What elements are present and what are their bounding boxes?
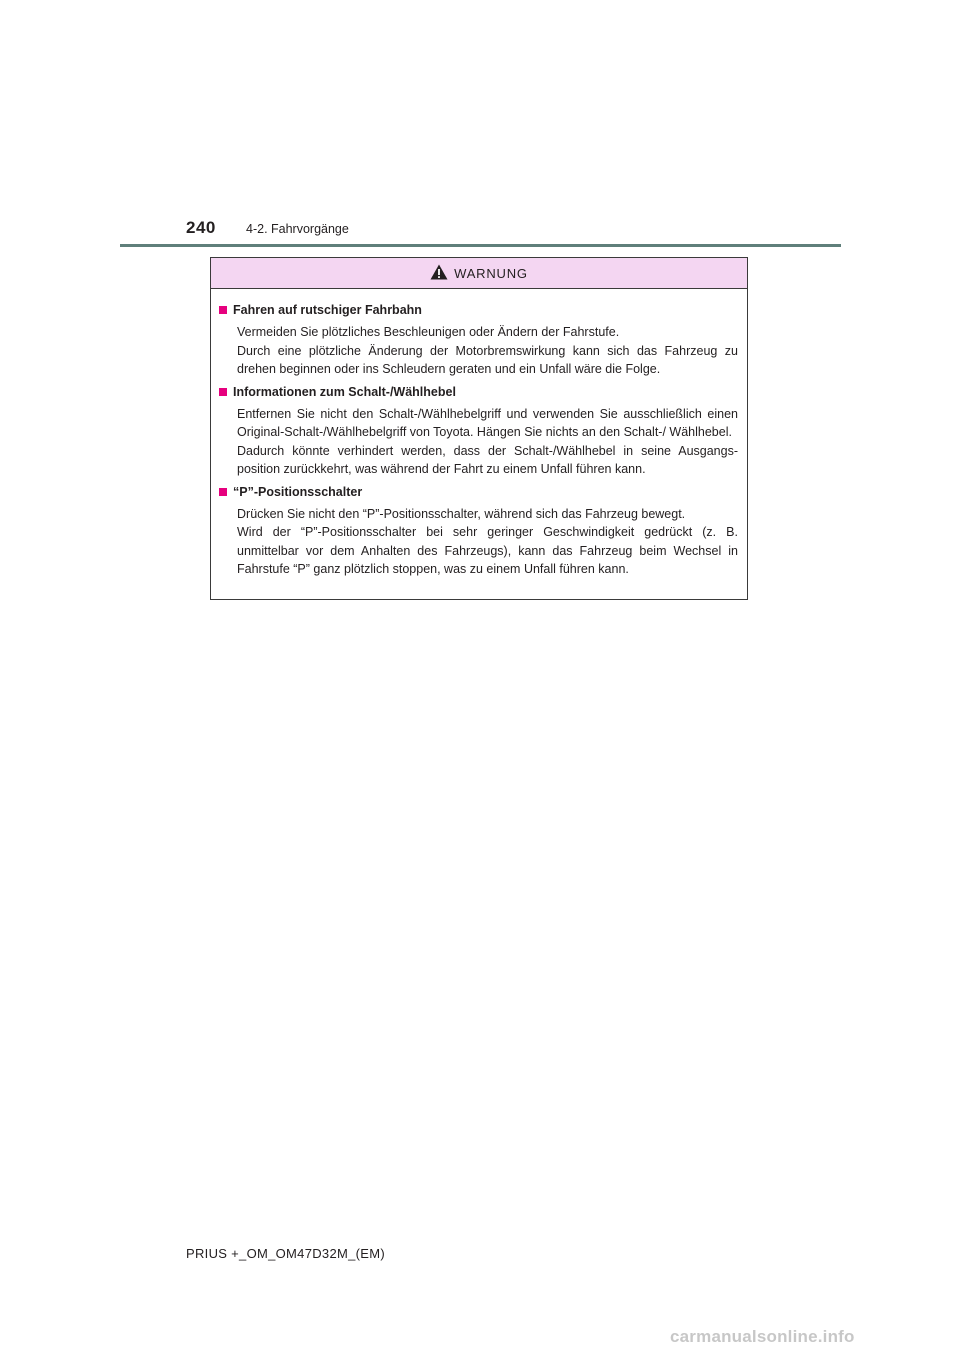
item-heading-text: “P”-Positionsschalter xyxy=(233,484,363,499)
bullet-square-icon xyxy=(219,306,227,314)
item-heading-text: Informationen zum Schalt-/Wählhebel xyxy=(233,384,456,399)
item-paragraph: Dadurch könnte verhindert werden, dass der Schalt-/Wählhebel in seine Ausgangs-position zurückkehrt, was während der Fahrt zu einem Unfall führen kann. xyxy=(237,443,738,476)
item-heading xyxy=(219,301,738,319)
page-number: 240 xyxy=(186,218,216,237)
watermark: carmanualsonline.info xyxy=(670,1327,855,1346)
item-paragraph: Wird der “P”-Positionsschalter bei sehr geringer Geschwindigkeit gedrückt (z. B. unmittelbar vor dem Anhalten des Fahrzeugs), kann das Fahrzeug beim Wechsel in Fahrstufe “P” ganz plötzlich stoppen, was zu einem Unfall führen kann. xyxy=(237,525,738,576)
warning-box xyxy=(210,257,748,600)
item-heading-text: Fahren auf rutschiger Fahrbahn xyxy=(233,303,422,317)
header-rule xyxy=(120,244,841,247)
warning-item xyxy=(219,483,738,579)
section-title: 4-2. Fahrvorgänge xyxy=(246,222,349,236)
document-code: PRIUS +_OM_OM47D32M_(EM) xyxy=(186,1246,386,1261)
warning-item xyxy=(219,383,738,479)
item-paragraph: Entfernen Sie nicht den Schalt-/Wählhebelgriff und verwenden Sie ausschließlich einen Original-Schalt-/Wählhebelgriff von Toyota. Hängen Sie nichts an den Schalt-/ Wählhebel. xyxy=(237,406,738,439)
item-heading xyxy=(219,383,738,401)
bullet-square-icon xyxy=(219,488,227,496)
item-paragraph: Durch eine plötzliche Änderung der Motorbremswirkung kann sich das Fahrzeug zu drehen beginnen oder ins Schleudern geraten und ein Unfall wäre die Folge. xyxy=(237,343,738,376)
warning-item xyxy=(219,301,738,379)
bullet-square-icon xyxy=(219,388,227,396)
warning-triangle-icon xyxy=(430,264,448,280)
item-paragraph: Vermeiden Sie plötzliches Beschleunigen oder Ändern der Fahrstufe. xyxy=(237,325,620,339)
item-heading xyxy=(219,483,738,501)
warning-header xyxy=(211,258,747,289)
item-paragraph: Drücken Sie nicht den “P”-Positionsschalter, während sich das Fahrzeug bewegt. xyxy=(237,506,686,521)
warning-body xyxy=(211,289,747,579)
warning-title: WARNUNG xyxy=(454,265,528,281)
